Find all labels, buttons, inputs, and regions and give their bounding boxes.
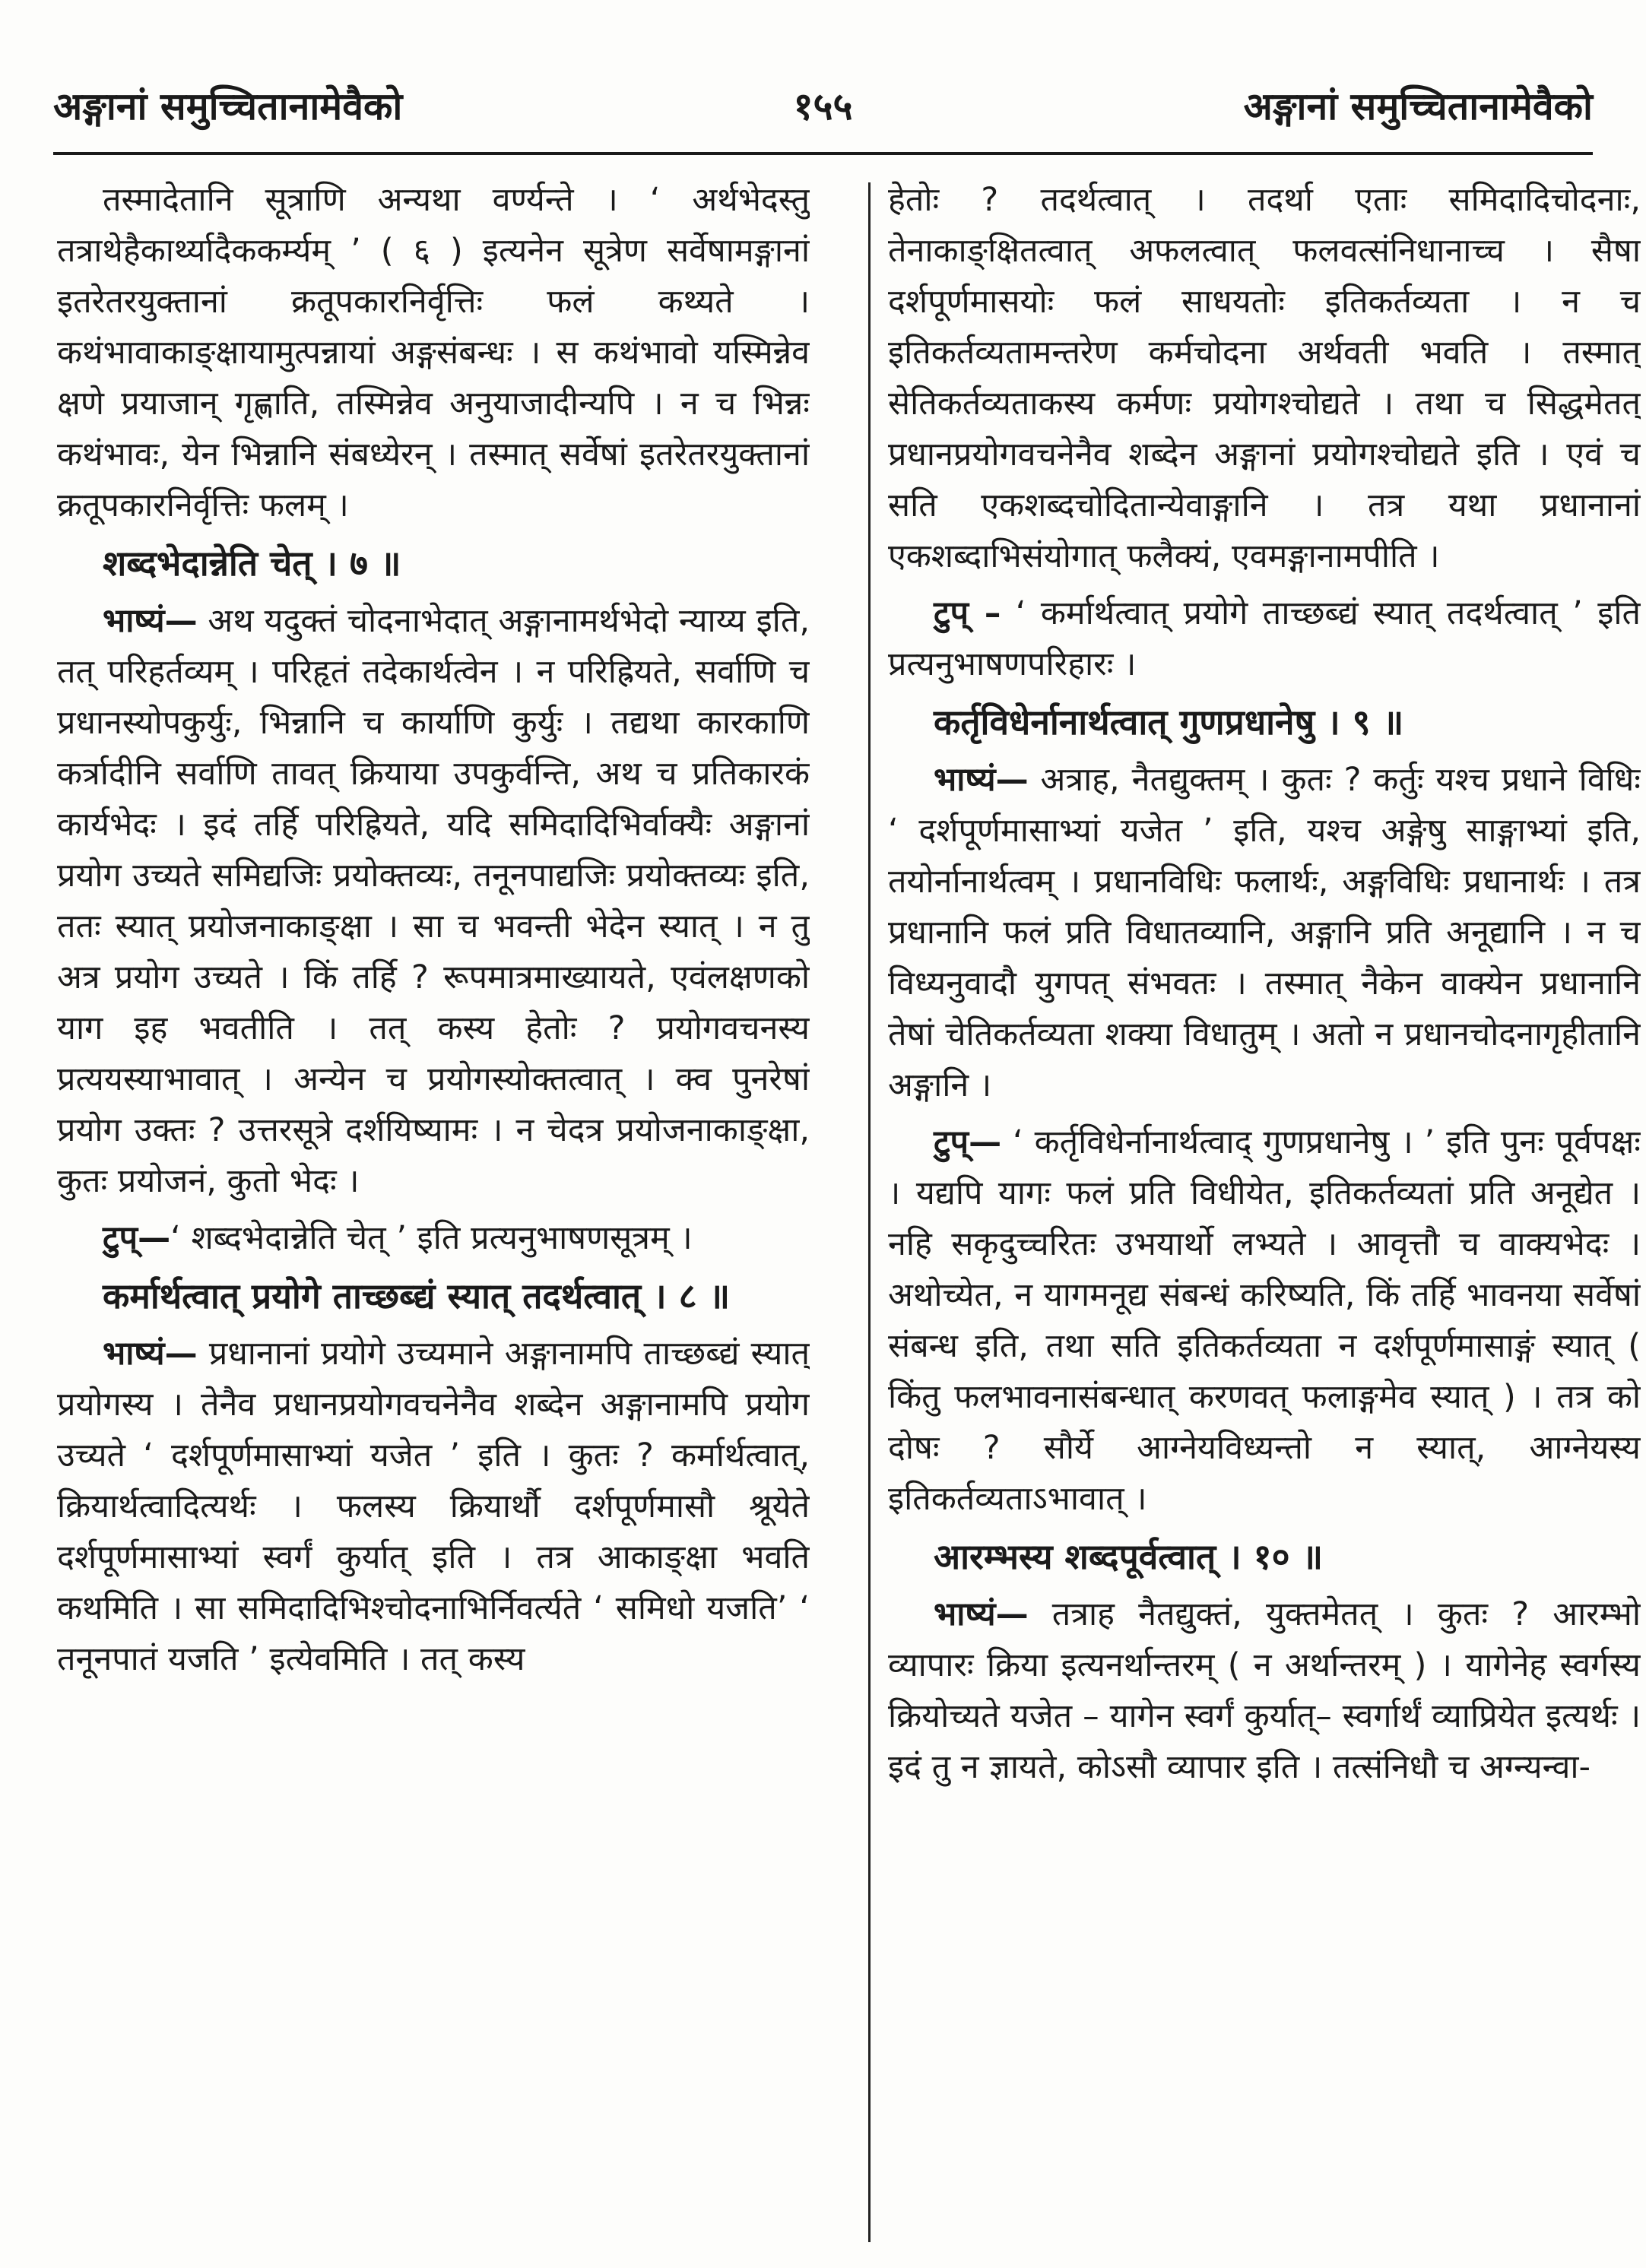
bhashya-9 bbox=[888, 755, 1641, 1111]
bhashya-8 bbox=[57, 1329, 810, 1685]
sutra-8: कर्मार्थत्वात् प्रयोगे ताच्छब्द्यं स्यात् तदर्थत्वात् । ८ ॥ bbox=[103, 1275, 731, 1316]
tup-label: टुप् – bbox=[934, 594, 1001, 632]
tup-label: टुप्— bbox=[103, 1219, 171, 1257]
sutra-7: शब्दभेदान्नेति चेत् । ७ ॥ bbox=[103, 543, 401, 584]
paragraph: तस्मादेतानि सूत्राणि अन्यथा वर्ण्यन्ते । ‘ अर्थभेदस्तु तत्राथेहैकार्थ्यादैककर्म्यम् ’ ( ६ ) इत्यनेन सूत्रेण सर्वेषामङ्गानां इतरेतरयुक्तानां क्रतूपकारनिर्वृत्तिः फलं कथ्यते । कथंभावाकाङ्क्षायामुत्पन्नायां अङ्गसंबन्धः । स कथंभावो यस्मिन्नेव क्षणे प्रयाजान् गृह्णाति, तस्मिन्नेव अनुयाजादीन्यपि । न च भिन्नः कथंभावः, येन भिन्नानि संबध्येरन् । तस्मात् सर्वेषां इतरेतरयुक्तानां क्रतूपकारनिर्वृत्तिः फलम् । bbox=[57, 181, 810, 524]
bhashya-7 bbox=[57, 596, 810, 1207]
bhashya-10 bbox=[888, 1589, 1641, 1793]
tup-label: टुप्— bbox=[934, 1123, 1002, 1161]
bhashya-text: अत्राह, नैतद्युक्तम् । कुतः ? कर्तुः यश्च प्रधाने विधिः ‘ दर्शपूर्णमासाभ्यां यजेत ’ इति, यश्च अङ्गेषु साङ्गाभ्यां इति, तयोर्नानार्थत्वम् । प्रधानविधिः फलार्थः, अङ्गविधिः प्रधानार्थः । तत्र प्रधानानि फलं प्रति विधातव्यानि, अङ्गानि प्रति अनूद्यानि । न च विध्यनुवादौ युगपत् संभवतः । तस्मात् नैकेन वाक्येन प्रधानानि तेषां चेतिकर्तव्यता शक्या विधातुम् । अतो न प्रधानचोदनागृहीतानि अङ्गानि । bbox=[888, 761, 1641, 1104]
right-column bbox=[888, 175, 1641, 2242]
sutra-10: आरम्भस्य शब्दपूर्वत्वात् । १० ॥ bbox=[934, 1536, 1324, 1577]
tup-8 bbox=[888, 588, 1641, 690]
column-divider bbox=[868, 182, 871, 2242]
tup-9 bbox=[888, 1117, 1641, 1525]
left-column bbox=[57, 175, 810, 2242]
tup-text: ‘ कर्तृविधेर्नानार्थत्वाद् गुणप्रधानेषु । ’ इति पुनः पूर्वपक्षः । यद्यपि यागः फलं प्रति विधीयेत, इतिकर्तव्यतां प्रति अनूद्येत । नहि सकृदुच्चरितः उभयार्थो लभ्यते । आवृत्तौ च वाक्यभेदः । अथोच्येत, न यागमनूद्य संबन्धं करिष्यति, किं तर्हि भावनया सर्वेषां संबन्ध इति, तथा सति इतिकर्तव्यता न दर्शपूर्णमासाङ्गं स्यात् ( किंतु फलभावनासंबन्धात् करणवत् फलाङ्गमेव स्यात् ) । तत्र को दोषः ? सौर्ये आग्नेयविध्यन्तो न स्यात्, आग्नेयस्य इतिकर्तव्यताऽभावात् । bbox=[888, 1123, 1641, 1518]
bhashya-label: भाष्यं— bbox=[103, 1335, 198, 1373]
tup-text: ‘ कर्मार्थत्वात् प्रयोगे ताच्छब्द्यं स्यात् तदर्थत्वात् ’ इति प्रत्यनुभाषणपरिहारः । bbox=[888, 594, 1641, 683]
bhashya-label: भाष्यं— bbox=[934, 761, 1029, 799]
sutra-9: कर्तृविधेर्नानार्थत्वात् गुणप्रधानेषु । ९ ॥ bbox=[934, 702, 1404, 743]
running-head-left: अङ्गानां समुच्चितानामेवैको bbox=[53, 84, 403, 128]
tup-7 bbox=[57, 1213, 810, 1264]
bhashya-text: प्रधानानां प्रयोगे उच्यमाने अङ्गानामपि ताच्छब्द्यं स्यात् प्रयोगस्य । तेनैव प्रधानप्रयोगवचनेनैव शब्देन अङ्गानामपि प्रयोग उच्यते ‘ दर्शपूर्णमासाभ्यां यजेत ’ इति । कुतः ? कर्मार्थत्वात्, क्रियार्थत्वादित्यर्थः । फलस्य क्रियार्थौ दर्शपूर्णमासौ श्रूयेते दर्शपूर्णमासाभ्यां स्वर्गं कुर्यात् इति । तत्र आकाङ्क्षा भवति कथमिति । सा समिदादिभिश्चोदनाभिर्निवर्त्यते ‘ समिधो यजति’ ‘ तनूनपातं यजति ’ इत्येवमिति । तत् कस्य bbox=[57, 1335, 810, 1678]
bhashya-text: तत्राह नैतद्युक्तं, युक्तमेतत् । कुतः ? आरम्भो व्यापारः क्रिया इत्यनर्थान्तरम् ( न अर्थान्तरम् ) । यागेनेह स्वर्गस्य क्रियोच्यते यजेत – यागेन स्वर्गं कुर्यात्– स्वर्गार्थं व्याप्रियेत इत्यर्थः । इदं तु न ज्ञायते, कोऽसौ व्यापार इति । तत्संनिधौ च अग्न्यन्वा- bbox=[888, 1595, 1641, 1786]
page-number: १५५ bbox=[793, 84, 853, 128]
header-rule bbox=[53, 152, 1593, 155]
tup-text: ‘ शब्दभेदान्नेति चेत् ’ इति प्रत्यनुभाषणसूत्रम् । bbox=[170, 1219, 693, 1257]
bhashya-label: भाष्यं— bbox=[934, 1595, 1029, 1633]
bhashya-label: भाष्यं— bbox=[103, 602, 198, 640]
running-head-right: अङ्गानां समुच्चितानामेवैको bbox=[1243, 84, 1593, 128]
paragraph: हेतोः ? तदर्थत्वात् । तदर्था एताः समिदादिचोदनाः, तेनाकाङ्क्षितत्वात् अफलत्वात् फलवत्संनिधानाच्च । सैषा दर्शपूर्णमासयोः फलं साधयतोः इतिकर्तव्यता । न च इतिकर्तव्यतामन्तरेण कर्मचोदना अर्थवती भवति । तस्मात् सेतिकर्तव्यताकस्य कर्मणः प्रयोगश्चोद्यते । तथा च सिद्धमेतत् प्रधानप्रयोगवचनेनैव शब्देन अङ्गानां प्रयोगश्चोद्यते इति । एवं च सति एकशब्दचोदितान्येवाङ्गानि । तत्र यथा प्रधानानां एकशब्दाभिसंयोगात् फलैक्यं, एवमङ्गानामपीति । bbox=[888, 181, 1641, 575]
running-head bbox=[53, 72, 1593, 141]
bhashya-text: अथ यदुक्तं चोदनाभेदात् अङ्गानामर्थभेदो न्याय्य इति, तत् परिहर्तव्यम् । परिहृतं तदेकार्थत्वेन । न परिह्रियते, सर्वाणि च प्रधानस्योपकुर्युः, भिन्नानि च कार्याणि कुर्युः । तद्यथा कारकाणि कर्त्रादीनि सर्वाणि तावत् क्रियाया उपकुर्वन्ति, अथ च प्रतिकारकं कार्यभेदः । इदं तर्हि परिह्रियते, यदि समिदादिभिर्वाक्यैः अङ्गानां प्रयोग उच्यते समिद्यजिः प्रयोक्तव्यः, तनूनपाद्यजिः प्रयोक्तव्यः इति, ततः स्यात् प्रयोजनाकाङ्क्षा । सा च भवन्ती भेदेन स्यात् । न तु अत्र प्रयोग उच्यते । किं तर्हि ? रूपमात्रमाख्यायते, एवंलक्षणको याग इह भवतीति । तत् कस्य हेतोः ? प्रयोगवचनस्य प्रत्ययस्याभावात् । अन्येन च प्रयोगस्योक्तत्वात् । क्व पुनरेषां प्रयोग उक्तः ? उत्तरसूत्रे दर्शयिष्यामः । न चेदत्र प्रयोजनाकाङ्क्षा, कुतः प्रयोजनं, कुतो भेदः । bbox=[57, 602, 810, 1200]
